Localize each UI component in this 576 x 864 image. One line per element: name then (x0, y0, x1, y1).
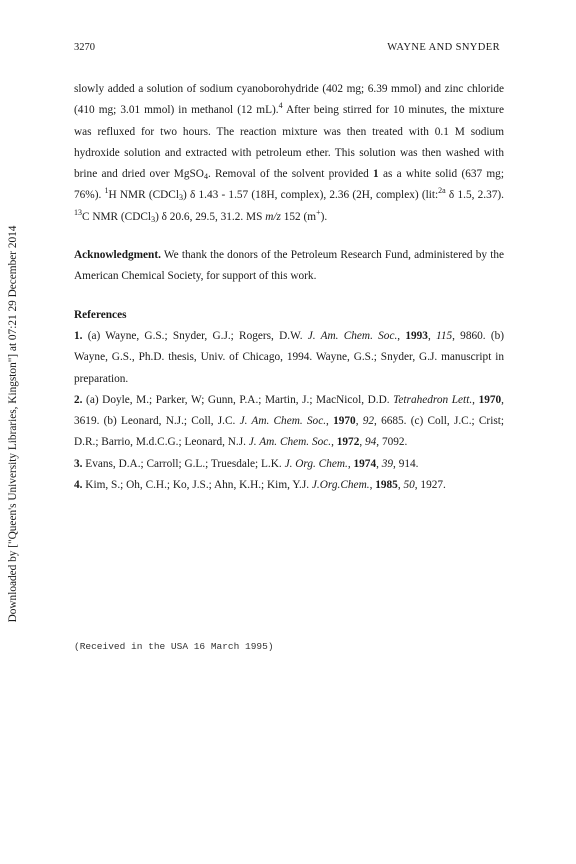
text-run: . Removal of the solvent provided (207, 168, 374, 181)
reference-year: 1970 (478, 393, 502, 406)
text-run: , (369, 479, 376, 492)
footnote-ref: 4 (278, 101, 283, 111)
text-run: , (427, 329, 437, 342)
text-run: , (359, 436, 365, 449)
reference-year: 1993 (405, 329, 428, 342)
text-run: , 3619. (b) Leonard, N.J.; Coll, J.C. (74, 393, 504, 428)
text-run: , (326, 415, 334, 428)
reference-year: 1985 (375, 479, 398, 492)
text-run: Evans, D.A.; Carroll; G.L.; Truesdale; L.K. (82, 457, 285, 470)
download-note: Downloaded by ["Queen's University Libraries, Kingston"] at 07:21 29 December 2014 (7, 225, 19, 623)
text-run: , (355, 415, 363, 428)
text-run: , 9860. (b) Wayne, G.S., Ph.D. thesis, Univ. of Chicago, 1994. Wayne, G.S.; Snyder, G.J. manuscript in preparation. (74, 329, 504, 385)
text-run: , (347, 457, 354, 470)
reference-year: 1974 (353, 457, 377, 470)
journal-name: J. Am. Chem. Soc. (239, 415, 327, 428)
subscript: 4 (203, 172, 208, 182)
isotope-superscript: 1 (104, 186, 109, 196)
text-run: δ 1.5, 2.37). (445, 189, 504, 202)
page-number: 3270 (74, 42, 95, 53)
text-run: After being stirred for 10 minutes, the mixture was refluxed for two hours. The reaction mixture was then treated with 0.1 M sodium hydroxide solution and extracted with petroleum ether. This solution was then washed with brine and dried over MgSO (74, 104, 504, 181)
text-run: , 1927. (414, 479, 446, 492)
reference-3 (74, 454, 504, 475)
reference-number: 2. (74, 393, 83, 406)
text-run: , 914. (393, 457, 419, 470)
download-sidebar (0, 0, 26, 864)
reference-year: 1970 (333, 415, 356, 428)
experimental-paragraph (74, 79, 504, 228)
reference-number: 3. (74, 457, 83, 470)
text-run: as a white solid (637 mg; 76%). (74, 168, 504, 202)
journal-name: J.Org.Chem. (311, 479, 370, 492)
text-run: , (331, 436, 337, 449)
reference-1 (74, 326, 504, 390)
footnote-ref: 2a (438, 186, 446, 196)
text-run: ) δ 1.43 - 1.57 (18H, complex), 2.36 (2H, complex) (lit: (182, 189, 439, 202)
reference-number: 4. (74, 479, 83, 492)
compound-number: 1 (373, 168, 379, 181)
text-run: ) δ 20.6, 29.5, 31.2. MS (155, 210, 266, 223)
mz-label: m/z (265, 210, 281, 223)
reference-volume: 39 (381, 457, 394, 470)
subscript: 3 (178, 193, 183, 203)
journal-name: J. Am. Chem. Soc. (248, 436, 332, 449)
reference-2 (74, 390, 504, 454)
text-run: 152 (m (280, 210, 317, 223)
reference-4 (74, 475, 504, 496)
text-run: , (376, 457, 382, 470)
running-head: WAYNE AND SNYDER (387, 42, 500, 53)
subscript: 3 (151, 214, 156, 224)
journal-name: Tetrahedron Lett. (393, 393, 473, 406)
article-body (74, 79, 504, 496)
isotope-superscript: 13 (74, 207, 82, 217)
acknowledgment-label: Acknowledgment. (74, 249, 161, 262)
text-run: slowly added a solution of sodium cyanoborohydride (402 mg; 6.39 mmol) and zinc chloride (410 mg; 3.01 mmol) in methanol (12 mL). (74, 83, 504, 117)
text-run: C NMR (CDCl (82, 210, 152, 223)
text-run: , 7092. (376, 436, 408, 449)
text-run: , (397, 329, 406, 342)
reference-volume: 50 (403, 479, 415, 492)
reference-volume: 92 (362, 415, 375, 428)
reference-number: 1. (74, 329, 83, 342)
acknowledgment-text: We thank the donors of the Petroleum Research Fund, administered by the American Chemical Society, for support of this work. (74, 249, 504, 283)
charge-superscript: + (316, 207, 321, 217)
text-run: H NMR (CDCl (108, 189, 179, 202)
text-run: (a) Wayne, G.S.; Snyder, G.J.; Rogers, D.W. (82, 329, 308, 342)
reference-year: 1972 (336, 436, 360, 449)
text-run: , 6685. (c) Coll, J.C.; Crist; D.R.; Barrio, M.d.C.G.; Leonard, N.J. (74, 415, 505, 449)
text-run: ). (320, 210, 328, 223)
journal-name: J. Org. Chem. (284, 457, 348, 470)
text-run: (a) Doyle, M.; Parker, W; Gunn, P.A.; Martin, J.; MacNicol, D.D. (82, 393, 394, 406)
text-run: Kim, S.; Oh, C.H.; Ko, J.S.; Ahn, K.H.; Kim, Y.J. (82, 479, 312, 492)
references-heading: References (74, 308, 127, 321)
journal-name: J. Am. Chem. Soc. (307, 329, 398, 342)
acknowledgment-paragraph (74, 245, 504, 288)
received-date: (Received in the USA 16 March 1995) (74, 641, 274, 652)
reference-volume: 94 (365, 436, 377, 449)
reference-volume: 115 (436, 329, 453, 342)
text-run: , (397, 479, 404, 492)
text-run: , (472, 393, 479, 406)
